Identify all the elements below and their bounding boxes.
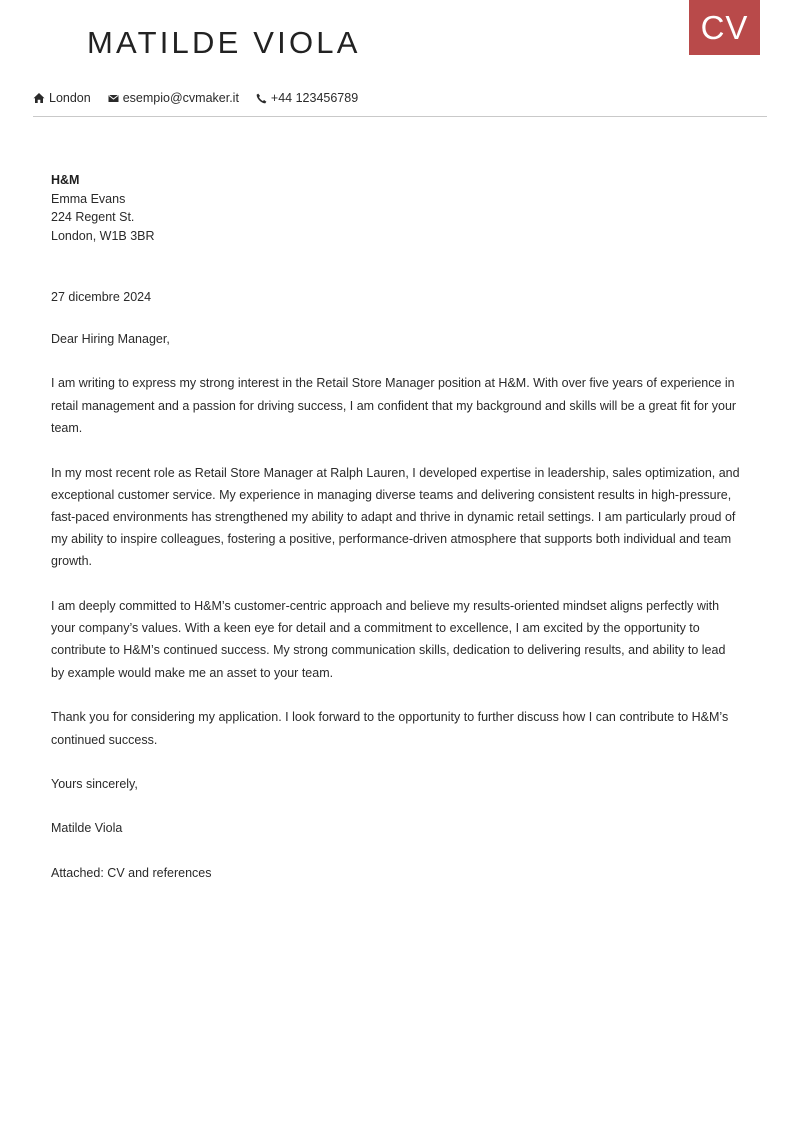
- letter-attachment: Attached: CV and references: [51, 865, 212, 880]
- letter-signature: Matilde Viola: [51, 821, 123, 836]
- contact-bar: [33, 88, 375, 108]
- letter-salutation: Dear Hiring Manager,: [51, 332, 170, 347]
- letter-paragraph: I am writing to express my strong interest in the Retail Store Manager position at H&M. With over five years of experience in retail management and a passion for driving success, I am confident that my background and skills will be a great fit for your team.: [51, 376, 737, 435]
- home-icon: [33, 92, 45, 104]
- location-text: London: [49, 91, 91, 105]
- mail-icon: [108, 94, 119, 103]
- recipient-contact-name: Emma Evans: [51, 191, 126, 206]
- recipient-company: H&M: [51, 173, 80, 187]
- email-text[interactable]: esempio@cvmaker.it: [122, 91, 239, 105]
- contact-phone[interactable]: [256, 91, 358, 105]
- recipient-city: London, W1B 3BR: [51, 228, 155, 243]
- phone-icon: [256, 93, 267, 104]
- recipient-address: [51, 171, 155, 245]
- recipient-street: 224 Regent St.: [51, 210, 135, 224]
- letter-body: [51, 286, 741, 884]
- letter-paragraph: Thank you for considering my application. I look forward to the opportunity to further discuss how I can contribute to H&M’s continued success.: [51, 710, 729, 747]
- letter-closing: Yours sincerely,: [51, 777, 138, 792]
- header-divider: [33, 116, 767, 117]
- contact-location: [33, 91, 91, 105]
- cv-logo-badge: CV: [689, 0, 760, 55]
- contact-email[interactable]: [108, 91, 239, 105]
- letter-paragraph: I am deeply committed to H&M’s customer-centric approach and believe my results-oriented mindset aligns perfectly with your company’s values. With a keen eye for detail and a commitment to excellence, I am excited by the opportunity to contribute to H&M’s continued success. My strong communication skills, dedication to delivering results, and ability to lead by example would make me an asset to your team.: [51, 599, 726, 680]
- applicant-name: MATILDE VIOLA: [87, 25, 361, 60]
- letter-date: 27 dicembre 2024: [51, 290, 152, 304]
- phone-text[interactable]: +44 123456789: [270, 91, 359, 105]
- letter-paragraph: In my most recent role as Retail Store Manager at Ralph Lauren, I developed expertise in leadership, sales optimization, and exceptional customer service. My experience in managing diverse teams and delivering consistent results in high-pressure, fast-paced environments has strengthened my ability to adapt and thrive in dynamic retail settings. I am particularly proud of my ability to inspire colleagues, fostering a positive, performance-driven atmosphere that supports both individual and team growth.: [51, 465, 740, 569]
